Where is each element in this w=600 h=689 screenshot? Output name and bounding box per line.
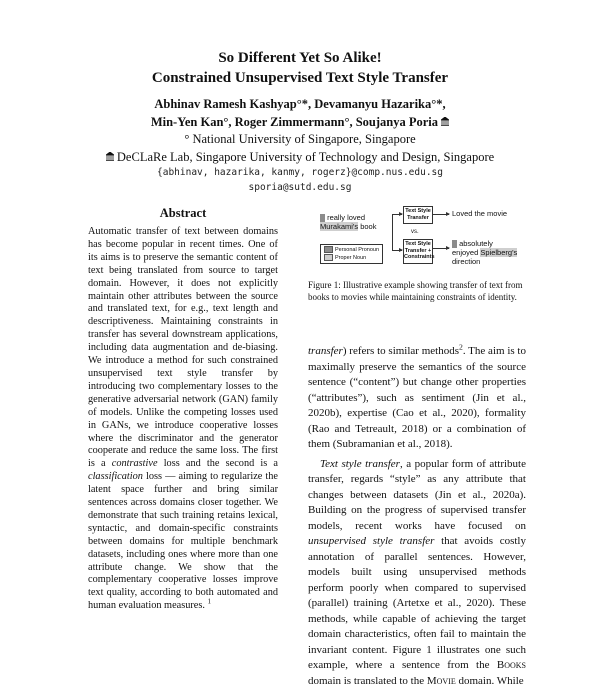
affiliation-sutd-text: DeCLaRe Lab, Singapore University of Technology and Design, Singapore <box>117 150 494 164</box>
footnote-mark[interactable]: 1 <box>208 598 212 606</box>
legend-noun-label: Proper Noun <box>335 255 366 261</box>
p2-text3: domain is translated to the <box>308 675 427 687</box>
p2-movie-domain: Movie <box>427 675 456 687</box>
pronoun-highlight-2 <box>452 240 457 248</box>
p1-italic: transfer <box>308 345 343 357</box>
abstract-text-a: Automatic transfer of text between domains has become popular in recent times. One of its aims is to preserve the semantic content of text being translated from source to target domain. However, it does not explicitly maintain other attributes between the source and translated text, for e.g., text length and descriptiveness. Maintaining constraints in transfer has several downstream applications, including data augmentation and de-biasing. We introduce a method for such constrained unsupervised text style transfer by introducing two complementary losses to the generative adversarial network (GAN) family of models. Unlike the competing losses used in GANs, we introduce cooperative losses where the discriminator and the generator cooperate and reduce the same loss. The first is a <box>88 226 278 469</box>
figure-arrow-to-box2 <box>392 250 402 251</box>
p1-rest: . The aim is to maximally preserve the semantics of the source sentence (“content”) but change other properties (“attributes”), such as sentiment (Jin et al., 2020b), expertise (Cao et al., 2020), formality (Rao and Tetreault, 2018) or a combination of them (Subramanian et al., 2018). <box>308 345 526 450</box>
output2-line1: absolutely <box>459 239 493 248</box>
p2-italic: Text style transfer <box>320 458 400 470</box>
email-nus[interactable]: {abhinav, hazarika, kanmy, rogerz}@comp.nus.edu.sg <box>0 165 600 180</box>
abstract-heading: Abstract <box>88 206 278 221</box>
intro-paragraph-2 <box>308 457 526 689</box>
paper-title-line1: So Different Yet So Alike! <box>0 49 600 67</box>
sutd-building-icon <box>441 117 449 126</box>
legend-swatch-light <box>324 254 333 261</box>
output2-line2-pre: enjoyed <box>452 248 478 257</box>
p1-text: ) refers to similar methods <box>343 345 459 357</box>
pronoun-highlight <box>320 214 325 222</box>
authors-line1: Abhinav Ramesh Kashyap°*, Devamanyu Hazarika°*, <box>0 96 600 112</box>
legend-pronoun-label: Personal Pronoun <box>335 247 379 253</box>
figure-1 <box>308 204 533 276</box>
figure-legend <box>320 244 383 264</box>
abstract-paragraph <box>88 226 278 613</box>
figure-arrow-out1 <box>433 214 449 215</box>
p2-text: , a popular form of attribute transfer, regards “style” as any attribute that changes between datasets (Jin et al., 2020a). Building on the progress of supervised transfer models, recent works have focused on <box>308 458 526 532</box>
abstract-text-b: loss and the second is a <box>158 458 278 469</box>
p2-text4: domain. While <box>456 675 524 687</box>
email-sutd[interactable]: sporia@sutd.edu.sg <box>0 180 600 195</box>
abstract-italic-classification: classification <box>88 471 143 482</box>
figure-source-sentence <box>320 213 376 231</box>
legend-item-noun <box>324 254 379 262</box>
abstract-italic-contrastive: contrastive <box>112 458 158 469</box>
intro-body <box>308 344 526 689</box>
source-text-pre: really loved <box>327 213 365 222</box>
intro-paragraph-1 <box>308 344 526 453</box>
figure-arrow-out2 <box>433 248 449 249</box>
authors-line2-text: Min-Yen Kan°, Roger Zimmermann°, Soujanya Poria <box>151 115 438 129</box>
footnote-mark-2[interactable]: 2 <box>459 342 463 351</box>
legend-item-pronoun <box>324 246 379 254</box>
affiliation-nus: ° National University of Singapore, Singapore <box>0 131 600 147</box>
style-transfer-box: Text Style Transfer <box>403 206 433 224</box>
abstract-text-c: loss — aiming to regularize the latent space further and bring similar sentences across domains closer together. We demonstrate that such training retains lexical, syntactic, and domain-specific constraints between domains for multiple benchmark datasets, including ones where more than one attribute change. We show that the complementary cooperative losses improve text quality, according to both automated and human evaluation measures. <box>88 471 278 611</box>
legend-swatch-dark <box>324 246 333 253</box>
p2-italic2: unsupervised style transfer <box>308 535 434 547</box>
sutd-building-icon <box>106 152 114 161</box>
affiliation-sutd <box>0 149 600 165</box>
source-text-proper-noun: Murakami's <box>320 222 358 231</box>
figure-output-1: Loved the movie <box>452 209 507 218</box>
source-text-post: book <box>360 222 376 231</box>
output2-proper-noun: Spielberg's <box>480 248 517 257</box>
authors-line2 <box>0 114 600 130</box>
abstract-body <box>88 226 278 613</box>
constrained-transfer-box: Text Style Transfer + Constraints <box>403 239 433 264</box>
p2-text2: that avoids costly annotation of parallel sentences. However, models built using unsupervised methods perform poorly when compared to supervised (parallel) training (Artetxe et al., 2020). These methods, while capable of achieving the target domain characteristics, often fail to maintain the invariant content. Figure 1 illustrates one such example, where a sentence from the <box>308 535 526 671</box>
figure-branch-line <box>392 214 393 250</box>
paper-title-line2: Constrained Unsupervised Text Style Transfer <box>0 69 600 87</box>
figure-arrow-to-box1 <box>392 214 402 215</box>
figure-caption: Figure 1: Illustrative example showing transfer of text from books to movies while maintaining constraints of identity. <box>308 280 524 303</box>
figure-vs: vs. <box>411 228 419 237</box>
p2-books-domain: Books <box>497 659 526 671</box>
output2-line3: direction <box>452 257 480 266</box>
figure-output-2 <box>452 239 517 266</box>
